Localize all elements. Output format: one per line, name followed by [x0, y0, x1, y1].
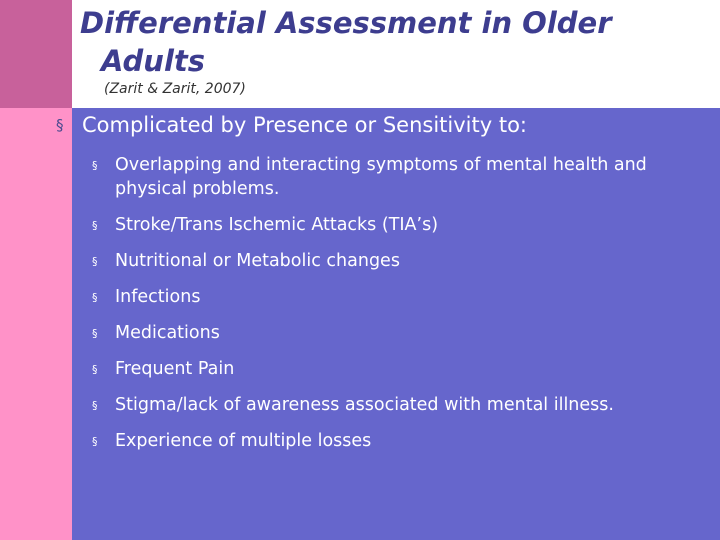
sub-bullet-item	[92, 153, 702, 201]
sub-bullet-marker: §	[92, 435, 98, 448]
slide-title-line-1: Differential Assessment in Older	[80, 6, 612, 40]
sub-bullet-marker: §	[92, 159, 98, 172]
left-accent-strip-top	[0, 0, 72, 108]
slide-title	[80, 4, 700, 80]
sub-bullet-text: Stigma/lack of awareness associated with mental illness.	[115, 395, 614, 415]
slide-title-line-2: Adults	[101, 44, 206, 78]
sub-bullet-list	[92, 153, 702, 465]
sub-bullet-item	[92, 285, 702, 309]
main-bullet-text: Complicated by Presence or Sensitivity to:	[82, 113, 527, 137]
sub-bullet-text: Frequent Pain	[115, 359, 235, 379]
sub-bullet-text: Infections	[115, 287, 201, 307]
sub-bullet-item	[92, 357, 702, 381]
sub-bullet-text: Nutritional or Metabolic changes	[115, 251, 400, 271]
sub-bullet-marker: §	[92, 399, 98, 412]
sub-bullet-marker: §	[92, 327, 98, 340]
sub-bullet-text: Medications	[115, 323, 220, 343]
main-bullet-marker: §	[56, 116, 64, 134]
sub-bullet-text: Overlapping and interacting symptoms of mental health and physical problems.	[115, 155, 647, 199]
sub-bullet-item	[92, 249, 702, 273]
sub-bullet-marker: §	[92, 219, 98, 232]
sub-bullet-marker: §	[92, 363, 98, 376]
citation: (Zarit & Zarit, 2007)	[104, 81, 246, 97]
sub-bullet-item	[92, 393, 702, 417]
sub-bullet-item	[92, 321, 702, 345]
sub-bullet-text: Experience of multiple losses	[115, 431, 372, 451]
sub-bullet-item	[92, 213, 702, 237]
sub-bullet-marker: §	[92, 291, 98, 304]
sub-bullet-item	[92, 429, 702, 453]
sub-bullet-text: Stroke/Trans Ischemic Attacks (TIA’s)	[115, 215, 439, 235]
sub-bullet-marker: §	[92, 255, 98, 268]
